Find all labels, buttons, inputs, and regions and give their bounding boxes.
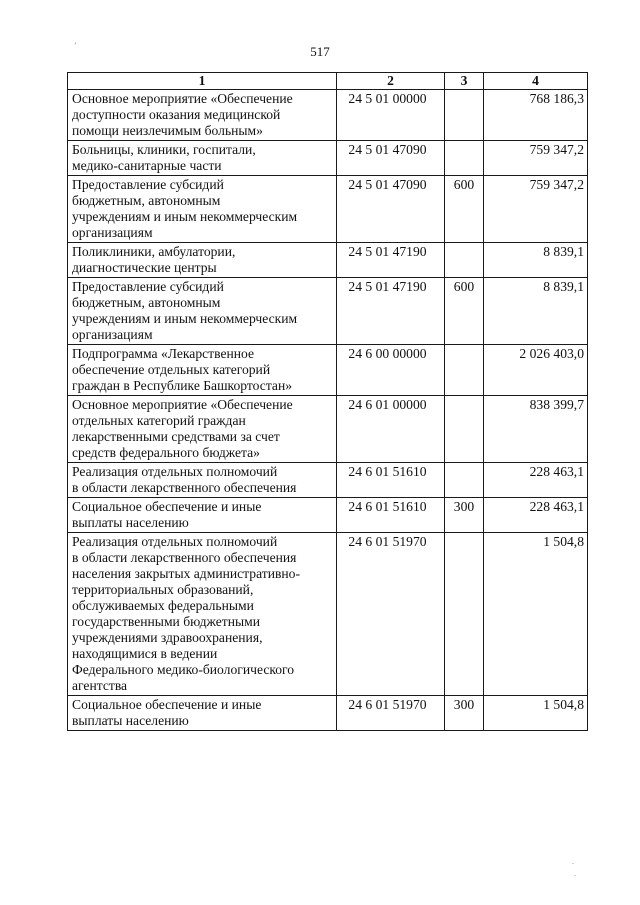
- row-code-cell: 24 6 01 00000: [337, 396, 445, 463]
- row-name-line: помощи неизлечимым больным»: [72, 123, 263, 138]
- table-row: [68, 90, 588, 141]
- column-header-4: 4: [484, 73, 588, 90]
- row-name-cell: [68, 278, 337, 345]
- row-name-cell: [68, 141, 337, 176]
- column-header-3: 3: [445, 73, 484, 90]
- row-name-cell: [68, 498, 337, 533]
- row-name-line: Основное мероприятие «Обеспечение: [72, 397, 293, 412]
- row-type-cell: 300: [445, 696, 484, 731]
- table-row: [68, 345, 588, 396]
- row-sum-cell: 759 347,2: [484, 141, 588, 176]
- row-name-line: агентства: [72, 678, 128, 693]
- row-sum-cell: 1 504,8: [484, 533, 588, 696]
- row-code-cell: 24 6 01 51610: [337, 463, 445, 498]
- row-name-line: Больницы, клиники, госпитали,: [72, 142, 256, 157]
- table-row: [68, 278, 588, 345]
- row-sum-cell: 228 463,1: [484, 498, 588, 533]
- row-code-cell: 24 5 01 47090: [337, 176, 445, 243]
- column-header-1: 1: [68, 73, 337, 90]
- row-name-line: лекарственными средствами за счет: [72, 429, 280, 444]
- row-name-cell: [68, 696, 337, 731]
- row-name-line: населения закрытых административно-: [72, 566, 300, 581]
- page-number: 517: [310, 44, 330, 59]
- row-name-line: Социальное обеспечение и иные: [72, 499, 262, 514]
- row-type-cell: [445, 141, 484, 176]
- row-type-cell: [445, 90, 484, 141]
- row-type-cell: [445, 396, 484, 463]
- row-name-line: средств федерального бюджета»: [72, 445, 260, 460]
- row-sum-cell: 228 463,1: [484, 463, 588, 498]
- row-name-cell: [68, 396, 337, 463]
- row-name-line: обслуживаемых федеральными: [72, 598, 254, 613]
- row-sum-cell: 2 026 403,0: [484, 345, 588, 396]
- row-code-cell: 24 6 00 00000: [337, 345, 445, 396]
- row-name-line: выплаты населению: [72, 515, 189, 530]
- scan-speck: ’: [74, 41, 77, 50]
- row-name-line: диагностические центры: [72, 260, 217, 275]
- column-header-2: 2: [337, 73, 445, 90]
- row-type-cell: [445, 243, 484, 278]
- row-name-line: Предоставление субсидий: [72, 177, 224, 192]
- row-code-cell: 24 5 01 00000: [337, 90, 445, 141]
- row-code-cell: 24 6 01 51970: [337, 533, 445, 696]
- table-row: [68, 243, 588, 278]
- row-name-line: Предоставление субсидий: [72, 279, 224, 294]
- row-name-cell: [68, 90, 337, 141]
- row-type-cell: [445, 345, 484, 396]
- row-sum-cell: 8 839,1: [484, 278, 588, 345]
- row-sum-cell: 838 399,7: [484, 396, 588, 463]
- table-body: [68, 90, 588, 731]
- row-name-line: находящимися в ведении: [72, 646, 218, 661]
- table-row: [68, 463, 588, 498]
- row-name-cell: [68, 463, 337, 498]
- row-name-cell: [68, 533, 337, 696]
- row-type-cell: 300: [445, 498, 484, 533]
- row-code-cell: 24 6 01 51970: [337, 696, 445, 731]
- scan-speck: .: [574, 869, 576, 878]
- row-sum-cell: 768 186,3: [484, 90, 588, 141]
- row-name-line: Реализация отдельных полномочий: [72, 464, 278, 479]
- row-name-line: Федерального медико-биологического: [72, 662, 295, 677]
- row-name-line: Социальное обеспечение и иные: [72, 697, 262, 712]
- row-type-cell: [445, 463, 484, 498]
- row-name-line: выплаты населению: [72, 713, 189, 728]
- row-type-cell: 600: [445, 176, 484, 243]
- row-sum-cell: 1 504,8: [484, 696, 588, 731]
- row-name-cell: [68, 176, 337, 243]
- row-name-cell: [68, 345, 337, 396]
- row-name-line: учреждениям и иным некоммерческим: [72, 311, 298, 326]
- budget-table: [67, 72, 588, 731]
- table-row: [68, 141, 588, 176]
- table-row: [68, 176, 588, 243]
- row-name-cell: [68, 243, 337, 278]
- table-row: [68, 533, 588, 696]
- table-header-row: [68, 73, 588, 90]
- row-name-line: в области лекарственного обеспечения: [72, 550, 297, 565]
- row-name-line: в области лекарственного обеспечения: [72, 480, 297, 495]
- row-name-line: граждан в Республике Башкортостан»: [72, 378, 293, 393]
- row-name-line: учреждениями здравоохранения,: [72, 630, 263, 645]
- row-name-line: Поликлиники, амбулатории,: [72, 244, 236, 259]
- row-name-line: доступности оказания медицинской: [72, 107, 281, 122]
- table-row: [68, 498, 588, 533]
- row-name-line: медико-санитарные части: [72, 158, 222, 173]
- row-name-line: территориальных образований,: [72, 582, 254, 597]
- row-name-line: учреждениям и иным некоммерческим: [72, 209, 298, 224]
- table-row: [68, 396, 588, 463]
- row-name-line: Основное мероприятие «Обеспечение: [72, 91, 293, 106]
- row-name-line: Подпрограмма «Лекарственное: [72, 346, 255, 361]
- row-code-cell: 24 5 01 47090: [337, 141, 445, 176]
- row-name-line: Реализация отдельных полномочий: [72, 534, 278, 549]
- row-name-line: бюджетным, автономным: [72, 193, 221, 208]
- row-name-line: бюджетным, автономным: [72, 295, 221, 310]
- row-type-cell: 600: [445, 278, 484, 345]
- row-name-line: отдельных категорий граждан: [72, 413, 246, 428]
- row-name-line: организациям: [72, 225, 153, 240]
- row-type-cell: [445, 533, 484, 696]
- row-name-line: обеспечение отдельных категорий: [72, 362, 271, 377]
- row-sum-cell: 8 839,1: [484, 243, 588, 278]
- row-sum-cell: 759 347,2: [484, 176, 588, 243]
- scan-speck: .: [572, 857, 574, 866]
- row-name-line: государственными бюджетными: [72, 614, 260, 629]
- row-code-cell: 24 6 01 51610: [337, 498, 445, 533]
- row-code-cell: 24 5 01 47190: [337, 243, 445, 278]
- row-code-cell: 24 5 01 47190: [337, 278, 445, 345]
- row-name-line: организациям: [72, 327, 153, 342]
- table-row: [68, 696, 588, 731]
